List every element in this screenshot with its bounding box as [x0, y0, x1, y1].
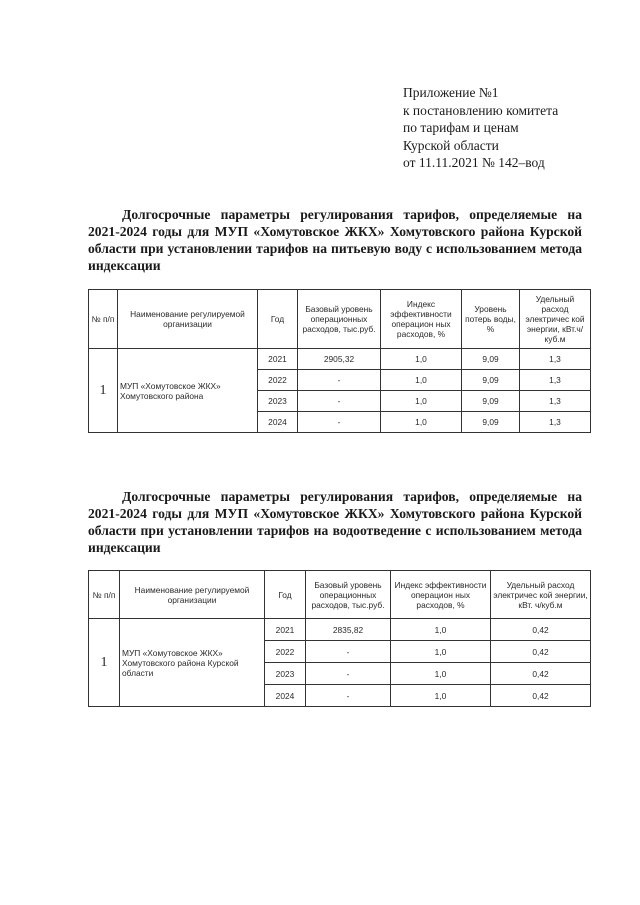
water-parameters-table — [88, 289, 591, 433]
row-number-cell: 1 — [89, 619, 120, 707]
base-cell: 2905,32 — [298, 349, 381, 370]
energy-cell: 1,3 — [520, 391, 591, 412]
header-org: Наименование регулируемой организации — [120, 571, 265, 619]
header-year: Год — [258, 290, 298, 349]
index-cell: 1,0 — [381, 370, 462, 391]
base-cell: 2835,82 — [306, 619, 391, 641]
base-cell: - — [306, 641, 391, 663]
index-cell: 1,0 — [391, 685, 491, 707]
energy-cell: 1,3 — [520, 370, 591, 391]
index-cell: 1,0 — [381, 412, 462, 433]
base-cell: - — [298, 412, 381, 433]
organization-cell: МУП «Хомутовское ЖКХ» Хомутовского района Курской области — [120, 619, 265, 707]
header-loss: Уровень потерь воды, % — [462, 290, 520, 349]
loss-cell: 9,09 — [462, 349, 520, 370]
base-cell: - — [306, 685, 391, 707]
year-cell: 2024 — [258, 412, 298, 433]
energy-cell: 0,42 — [491, 685, 591, 707]
header-base: Базовый уровень операционных расходов, тыс.руб. — [306, 571, 391, 619]
base-cell: - — [298, 370, 381, 391]
appendix-line: Курской области — [403, 137, 499, 153]
loss-cell: 9,09 — [462, 370, 520, 391]
appendix-line: Приложение №1 — [403, 85, 499, 100]
index-cell: 1,0 — [381, 349, 462, 370]
index-cell: 1,0 — [391, 641, 491, 663]
sewer-section-heading: Долгосрочные параметры регулирования тарифов, определяемые на 2021-2024 годы для МУП «Хомутовское ЖКХ» Хомутовского района Курской области при установлении тарифов на водоотведение с использованием метода индексации — [88, 489, 582, 555]
energy-cell: 0,42 — [491, 619, 591, 641]
header-year: Год — [265, 571, 306, 619]
table-row — [89, 349, 591, 370]
table-header-row — [89, 290, 591, 349]
appendix-block — [403, 84, 633, 172]
year-cell: 2023 — [258, 391, 298, 412]
appendix-line: по тарифам и ценам — [403, 120, 519, 135]
header-base: Базовый уровень операционных расходов, тыс.руб. — [298, 290, 381, 349]
header-index: Индекс эффективности операцион ных расходов, % — [391, 571, 491, 619]
energy-cell: 1,3 — [520, 349, 591, 370]
loss-cell: 9,09 — [462, 391, 520, 412]
table-header-row — [89, 571, 591, 619]
energy-cell: 0,42 — [491, 641, 591, 663]
header-energy: Удельный расход электричес кой энергии, кВт.ч/куб.м — [520, 290, 591, 349]
appendix-line: от 11.11.2021 № 142–вод — [403, 155, 545, 170]
year-cell: 2022 — [258, 370, 298, 391]
index-cell: 1,0 — [391, 619, 491, 641]
loss-cell: 9,09 — [462, 412, 520, 433]
appendix-line: к постановлению комитета — [403, 102, 559, 118]
row-number-cell: 1 — [89, 349, 118, 433]
organization-cell: МУП «Хомутовское ЖКХ» Хомутовского района — [118, 349, 258, 433]
year-cell: 2023 — [265, 663, 306, 685]
sewer-parameters-table — [88, 570, 591, 707]
header-index: Индекс эффективности операцион ных расходов, % — [381, 290, 462, 349]
base-cell: - — [306, 663, 391, 685]
water-section-heading: Долгосрочные параметры регулирования тарифов, определяемые на 2021-2024 годы для МУП «Хомутовское ЖКХ» Хомутовского района Курской области при установлении тарифов на питьевую воду с использованием метода индексации — [88, 207, 582, 273]
year-cell: 2021 — [258, 349, 298, 370]
year-cell: 2022 — [265, 641, 306, 663]
year-cell: 2021 — [265, 619, 306, 641]
index-cell: 1,0 — [391, 663, 491, 685]
header-org: Наименование регулируемой организации — [118, 290, 258, 349]
header-num: № п/п — [89, 290, 118, 349]
table-row — [89, 619, 591, 641]
energy-cell: 0,42 — [491, 663, 591, 685]
header-num: № п/п — [89, 571, 120, 619]
base-cell: - — [298, 391, 381, 412]
index-cell: 1,0 — [381, 391, 462, 412]
header-energy: Удельный расход электричес кой энергии, кВт. ч/куб.м — [491, 571, 591, 619]
energy-cell: 1,3 — [520, 412, 591, 433]
year-cell: 2024 — [265, 685, 306, 707]
